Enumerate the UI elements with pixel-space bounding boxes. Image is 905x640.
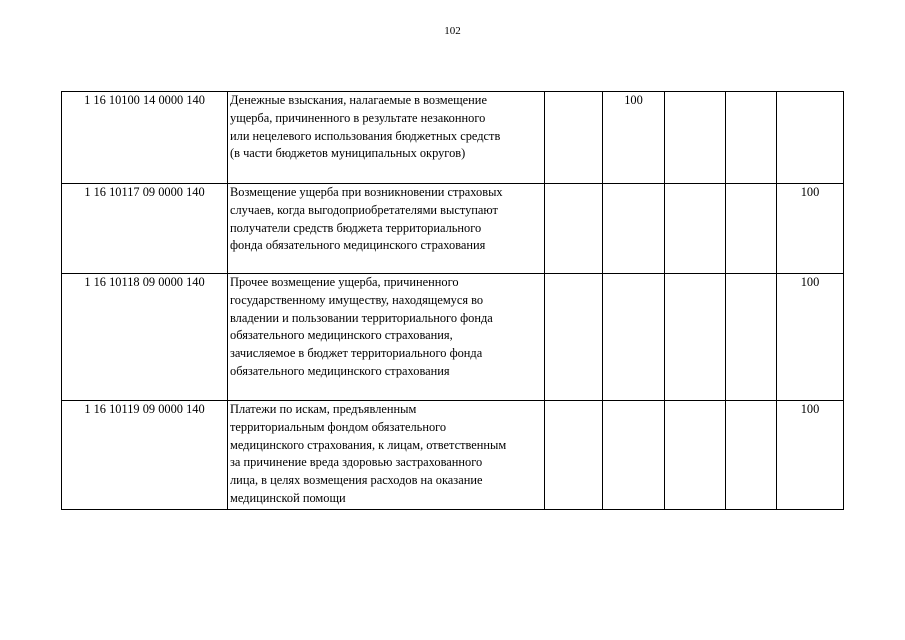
revenue-name-line: Прочее возмещение ущерба, причиненного — [230, 275, 459, 289]
share-cell-4 — [726, 92, 777, 184]
share-cell-2 — [603, 274, 665, 401]
revenue-name-line: за причинение вреда здоровью застрахованного — [230, 455, 483, 470]
revenue-name-line: зачисляемое в бюджет территориального фонда — [230, 346, 483, 361]
share-cell-1 — [545, 92, 603, 184]
budget-code-cell: 1 16 10117 09 0000 140 — [62, 184, 228, 274]
share-cell-3 — [665, 401, 726, 510]
revenue-name-line: Денежные взыскания, налагаемые в возмещение — [230, 93, 487, 107]
revenue-name-line: медицинского страхования, к лицам, ответственным — [230, 437, 507, 452]
budget-code-cell: 1 16 10118 09 0000 140 — [62, 274, 228, 401]
revenue-name-cell — [228, 401, 545, 510]
budget-classification-table — [61, 91, 844, 510]
share-cell-4 — [726, 274, 777, 401]
revenue-name-line: случаев, когда выгодоприобретателями выступают — [230, 202, 498, 217]
revenue-name-line: медицинской помощи — [230, 490, 346, 505]
share-cell-2: 100 — [603, 92, 665, 184]
revenue-name-line: ущерба, причиненного в результате незаконного — [230, 110, 486, 125]
revenue-name-line: (в части бюджетов муниципальных округов) — [230, 146, 466, 161]
revenue-name-line: получатели средств бюджета территориального — [230, 220, 482, 235]
share-cell-1 — [545, 184, 603, 274]
share-cell-5: 100 — [777, 274, 844, 401]
revenue-name-line: обязательного медицинского страхования — [230, 363, 450, 378]
revenue-name-cell — [228, 184, 545, 274]
page-number: 102 — [444, 25, 461, 37]
revenue-name-line: лица, в целях возмещения расходов на оказание — [230, 473, 483, 488]
revenue-name-line: или нецелевого использования бюджетных средств — [230, 128, 501, 143]
table-row — [62, 184, 844, 274]
revenue-name-line: владении и пользовании территориального фонда — [230, 310, 493, 325]
revenue-name-cell — [228, 274, 545, 401]
share-cell-3 — [665, 184, 726, 274]
table-row — [62, 401, 844, 510]
budget-code-cell: 1 16 10100 14 0000 140 — [62, 92, 228, 184]
share-cell-4 — [726, 401, 777, 510]
share-cell-3 — [665, 274, 726, 401]
share-cell-1 — [545, 401, 603, 510]
share-cell-5 — [777, 92, 844, 184]
revenue-name-line: государственному имуществу, находящемуся во — [230, 292, 484, 307]
share-cell-1 — [545, 274, 603, 401]
table-row — [62, 92, 844, 184]
share-cell-5: 100 — [777, 184, 844, 274]
share-cell-4 — [726, 184, 777, 274]
revenue-name-cell — [228, 92, 545, 184]
budget-code-cell: 1 16 10119 09 0000 140 — [62, 401, 228, 510]
share-cell-3 — [665, 92, 726, 184]
revenue-name-line: территориальным фондом обязательного — [230, 419, 447, 434]
revenue-name-line: Возмещение ущерба при возникновении страховых — [230, 185, 503, 199]
revenue-name-line: обязательного медицинского страхования, — [230, 328, 453, 343]
share-cell-5: 100 — [777, 401, 844, 510]
revenue-name-line: Платежи по искам, предъявленным — [230, 402, 417, 416]
revenue-name-line: фонда обязательного медицинского страхования — [230, 238, 486, 253]
share-cell-2 — [603, 184, 665, 274]
table-row — [62, 274, 844, 401]
share-cell-2 — [603, 401, 665, 510]
